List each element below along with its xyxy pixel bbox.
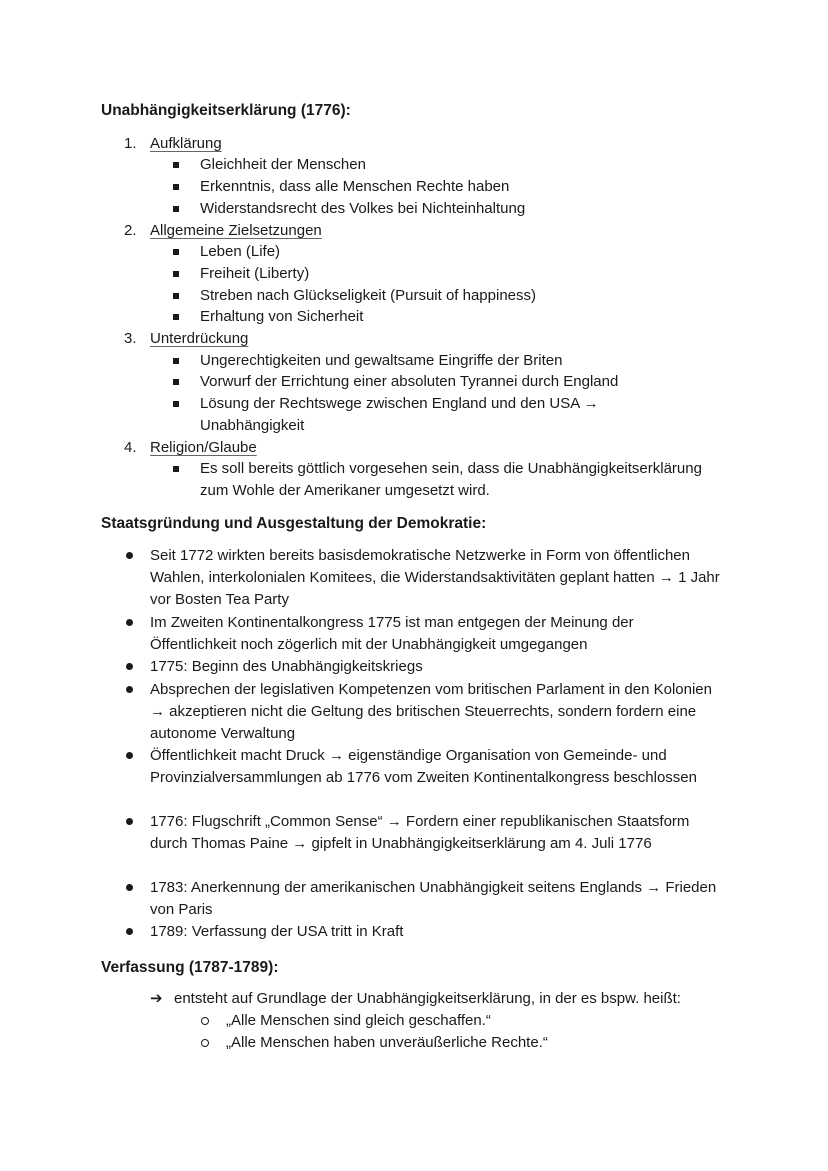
quote-text: „Alle Menschen sind gleich geschaffen.“ (226, 1012, 491, 1029)
bullet-icon (126, 552, 133, 559)
list-title: Allgemeine Zielsetzungen (150, 222, 322, 239)
list-item-religion (124, 437, 257, 459)
bullet-text: Streben nach Glückseligkeit (Pursuit of happiness) (200, 287, 537, 304)
bullet-text: Es soll bereits göttlich vorgesehen sein, dass die Unabhängigkeitserklärung zum Wohle der Amerikaner umgesetzt wird. (200, 460, 702, 499)
bullet-text: Erhaltung von Sicherheit (200, 308, 364, 325)
list-item-goals (124, 220, 322, 242)
list-item (199, 1010, 719, 1032)
bullet-text: 1776: Flugschrift „Common Sense“ → Fordern einer republikanischen Staatsform durch Thomas Paine → gipfelt in Unabhängigkeitserklärung am 4. Juli 1776 (150, 813, 690, 852)
square-bullet-icon (173, 206, 179, 212)
bullet-text: Freiheit (Liberty) (200, 265, 310, 282)
circle-bullet-icon (201, 1039, 209, 1047)
bullet-text: 1783: Anerkennung der amerikanischen Unabhängigkeit seitens Englands → Frieden von Paris (150, 879, 717, 918)
list-item (173, 393, 653, 437)
list-item (173, 241, 733, 263)
bullet-icon (126, 818, 133, 825)
square-bullet-icon (173, 379, 179, 385)
list-item (199, 1032, 719, 1054)
bullet-text: Widerstandsrecht des Volkes bei Nichteinhaltung (200, 200, 526, 217)
bullet-text: 1789: Verfassung der USA tritt in Kraft (150, 923, 404, 940)
bullet-text: Lösung der Rechtswege zwischen England und den USA → Unabhängigkeit (200, 395, 599, 434)
list-title: Religion/Glaube (150, 439, 257, 456)
list-title: Unterdrückung (150, 330, 249, 347)
bullet-icon (126, 752, 133, 759)
arrow-text: entsteht auf Grundlage der Unabhängigkeitserklärung, in der es bspw. heißt: (174, 990, 681, 1007)
heading-constitution: Verfassung (1787-1789): (101, 959, 279, 976)
list-item (173, 154, 733, 176)
list-item (124, 545, 724, 610)
list-item (173, 350, 733, 372)
square-bullet-icon (173, 293, 179, 299)
arrow-right-icon: ➔ (150, 990, 163, 1007)
bullet-text: Erkenntnis, dass alle Menschen Rechte haben (200, 178, 510, 195)
list-item (124, 745, 724, 789)
bullet-icon (126, 686, 133, 693)
circle-bullet-icon (201, 1017, 209, 1025)
bullet-icon (126, 619, 133, 626)
list-item-oppression (124, 328, 248, 350)
heading-state-founding: Staatsgründung und Ausgestaltung der Demokratie: (101, 515, 487, 532)
list-item (173, 371, 733, 393)
square-bullet-icon (173, 271, 179, 277)
arrow-list-item (150, 988, 750, 1010)
list-item-enlightenment (124, 133, 222, 155)
square-bullet-icon (173, 358, 179, 364)
list-item (173, 263, 733, 285)
bullet-text: Seit 1772 wirkten bereits basisdemokratische Netzwerke in Form von öffentlichen Wahlen, interkolonialen Komitees, die Widerstandsaktivitäten geplant hatten → 1 Jahr vor Bosten Tea Party (150, 547, 720, 608)
list-item (173, 176, 733, 198)
list-number: 4. (124, 439, 137, 456)
list-item (173, 306, 733, 328)
bullet-icon (126, 928, 133, 935)
list-item (173, 458, 733, 502)
square-bullet-icon (173, 249, 179, 255)
square-bullet-icon (173, 401, 179, 407)
bullet-text: Gleichheit der Menschen (200, 156, 366, 173)
bullet-text: Leben (Life) (200, 243, 281, 260)
list-number: 3. (124, 330, 137, 347)
square-bullet-icon (173, 314, 179, 320)
list-item (173, 198, 733, 220)
list-title: Aufklärung (150, 135, 222, 152)
square-bullet-icon (173, 162, 179, 168)
square-bullet-icon (173, 466, 179, 472)
bullet-text: Vorwurf der Errichtung einer absoluten Tyrannei durch England (200, 373, 619, 390)
bullet-text: Öffentlichkeit macht Druck → eigenständige Organisation von Gemeinde- und Provinzialversammlungen ab 1776 vom Zweiten Kontinentalkongress beschlossen (150, 747, 697, 786)
list-item (124, 612, 724, 656)
list-item (124, 811, 714, 855)
square-bullet-icon (173, 184, 179, 190)
list-number: 1. (124, 135, 137, 152)
heading-declaration: Unabhängigkeitserklärung (1776): (101, 102, 351, 119)
list-item (124, 656, 724, 678)
list-item (124, 877, 724, 921)
bullet-text: 1775: Beginn des Unabhängigkeitskriegs (150, 658, 423, 675)
bullet-icon (126, 884, 133, 891)
list-item (124, 679, 724, 744)
bullet-icon (126, 663, 133, 670)
quote-text: „Alle Menschen haben unveräußerliche Rechte.“ (226, 1034, 548, 1051)
list-item (173, 285, 733, 307)
bullet-text: Ungerechtigkeiten und gewaltsame Eingriffe der Briten (200, 352, 563, 369)
list-number: 2. (124, 222, 137, 239)
bullet-text: Im Zweiten Kontinentalkongress 1775 ist man entgegen der Meinung der Öffentlichkeit noch zögerlich mit der Unabhängigkeit umgegangen (150, 614, 634, 653)
bullet-text: Absprechen der legislativen Kompetenzen vom britischen Parlament in den Kolonien → akzeptieren nicht die Geltung des britischen Steuerrechts, sondern fordern eine autonome Verwaltung (150, 681, 712, 742)
list-item (124, 921, 724, 943)
